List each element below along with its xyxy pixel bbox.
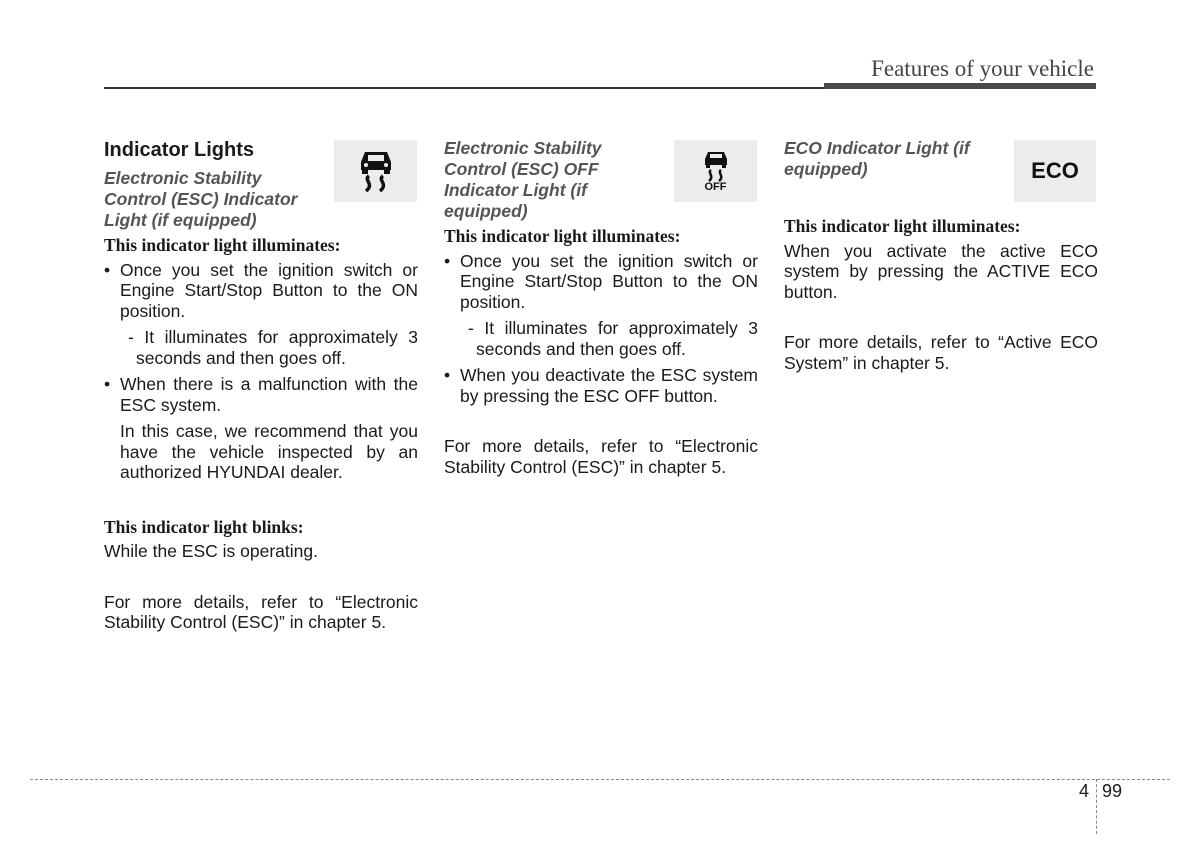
eco-label: ECO	[1031, 158, 1079, 183]
esc-off-icon	[674, 140, 757, 202]
more-details: For more details, refer to “Electronic Stability Control (ESC)” in chapter 5.	[444, 436, 758, 477]
off-label: OFF	[704, 181, 727, 193]
section-title: Indicator Lights	[104, 139, 254, 161]
eco-icon	[1014, 140, 1096, 202]
esc-bullet-list	[104, 260, 418, 483]
bullet-text: Once you set the ignition switch or Engine Start/Stop Button to the ON position.	[460, 250, 758, 312]
eco-subhead: ECO Indicator Light (if equipped)	[784, 138, 970, 179]
header-rule-accent	[824, 83, 1096, 89]
sub-item: - It illuminates for approximately 3 seconds and then goes off.	[128, 327, 418, 368]
illuminates-heading: This indicator light illuminates:	[784, 216, 1021, 236]
more-details: For more details, refer to “Active ECO System” in chapter 5.	[784, 332, 1098, 373]
illuminates-heading: This indicator light illuminates:	[444, 226, 681, 246]
sub-item: - It illuminates for approximately 3 seconds and then goes off.	[468, 318, 758, 359]
more-details: For more details, refer to “Electronic Stability Control (ESC)” in chapter 5.	[104, 591, 418, 632]
illuminates-heading: This indicator light illuminates:	[104, 235, 341, 255]
list-item	[444, 251, 758, 360]
column-esc	[104, 138, 418, 633]
eco-text: When you activate the active ECO system by pressing the ACTIVE ECO button.	[784, 240, 1098, 302]
bullet-text: When you deactivate the ESC system by pressing the ESC OFF button.	[460, 365, 758, 406]
bullet-text: When there is a malfunction with the ESC system.	[120, 374, 418, 415]
esc-off-subhead: Electronic Stability Control (ESC) OFF Indicator Light (if equipped)	[444, 138, 602, 221]
blinks-heading: This indicator light blinks:	[104, 516, 304, 537]
list-item	[444, 365, 758, 406]
header-rule	[104, 87, 824, 89]
esc-subhead: Electronic Stability Control (ESC) Indicator Light (if equipped)	[104, 168, 298, 230]
blinks-text: While the ESC is operating.	[104, 541, 318, 561]
running-header: Features of your vehicle	[871, 56, 1094, 81]
bullet-note: In this case, we recommend that you have the vehicle inspected by an authorized HYUNDAI dealer.	[120, 421, 418, 482]
page-number: 99	[1102, 781, 1123, 801]
footer-rule	[30, 779, 1170, 780]
list-item	[104, 374, 418, 483]
bullet-text: Once you set the ignition switch or Engine Start/Stop Button to the ON position.	[120, 259, 418, 321]
esc-icon	[334, 140, 417, 202]
esc-off-bullet-list	[444, 251, 758, 407]
chapter-number: 4	[1079, 781, 1090, 801]
footer-divider	[1096, 779, 1097, 834]
list-item	[104, 260, 418, 369]
